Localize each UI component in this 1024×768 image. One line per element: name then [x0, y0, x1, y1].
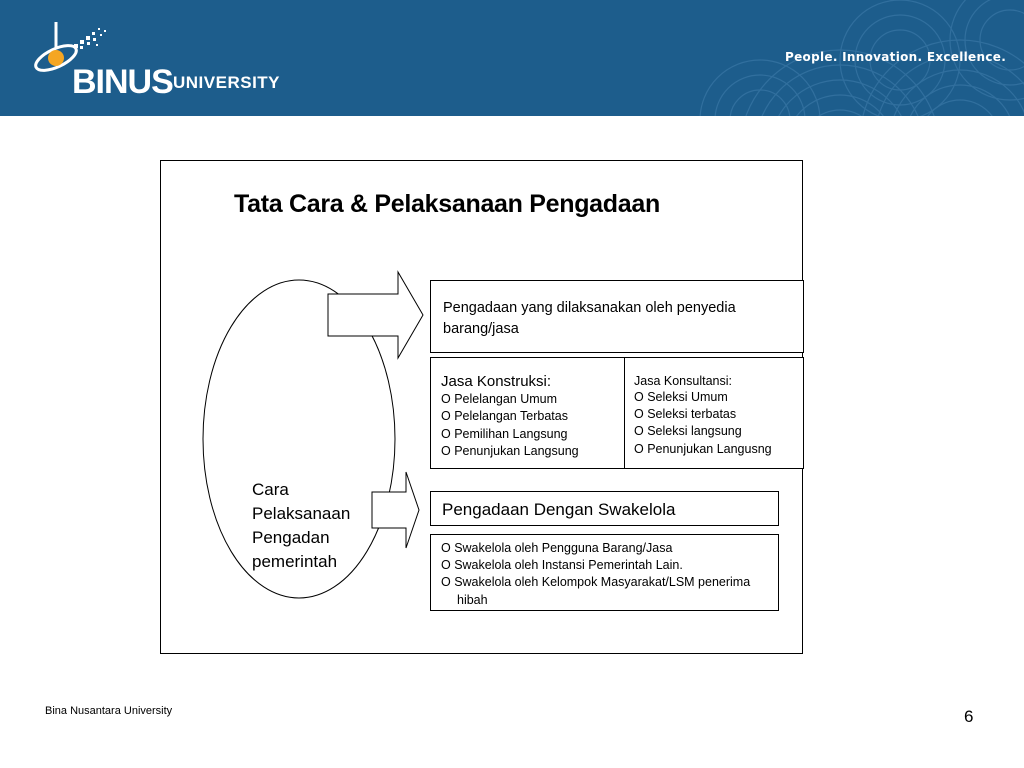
center-label-line: Pelaksanaan	[252, 504, 351, 523]
jasa-konstruksi-box	[430, 357, 625, 469]
list-item: O Pelelangan Terbatas	[441, 409, 568, 424]
list-item: O Swakelola oleh Pengguna Barang/Jasa	[441, 541, 673, 555]
tagline: People. Innovation. Excellence.	[785, 50, 1007, 64]
penyedia-heading: Pengadaan yang dilaksanakan oleh penyedia barang/jasa	[443, 300, 736, 337]
swakelola-box	[430, 491, 779, 526]
list-item: O Penunjukan Langsung	[441, 444, 579, 459]
top-arrow	[328, 272, 423, 358]
jasa-konsultansi-list	[634, 389, 772, 458]
center-label-line: Pengadan	[252, 528, 330, 547]
list-item: O Swakelola oleh Kelompok Masyarakat/LSM penerima	[441, 575, 751, 590]
list-item: hibah	[457, 592, 488, 607]
list-item: O Seleksi terbatas	[634, 407, 737, 422]
jasa-konsultansi-heading: Jasa Konsultansi:	[634, 374, 732, 388]
bottom-arrow	[372, 472, 419, 548]
jasa-konsultansi-box	[624, 357, 804, 469]
brand-suffix: UNIVERSITY	[173, 73, 281, 92]
list-item: O Penunjukan Langusng	[634, 441, 772, 456]
penyedia-box	[430, 280, 804, 353]
center-label	[252, 478, 350, 574]
center-label-line: pemerintah	[252, 552, 338, 571]
list-item: O Pelelangan Umum	[441, 392, 558, 406]
list-item: O Pemilihan Langsung	[441, 426, 568, 441]
page-number: 6	[964, 707, 974, 726]
list-item: O Seleksi langsung	[634, 424, 742, 439]
jasa-konstruksi-list	[441, 391, 579, 461]
swakelola-list-box	[430, 534, 779, 611]
list-item: O Seleksi Umum	[634, 390, 728, 404]
center-label-line: Cara	[252, 480, 289, 499]
brand-name: BINUS	[72, 63, 173, 101]
slide-title: Tata Cara & Pelaksanaan Pengadaan	[234, 190, 660, 218]
list-item: O Swakelola oleh Instansi Pemerintah Lain.	[441, 558, 683, 573]
jasa-konstruksi-heading: Jasa Konstruksi:	[441, 373, 552, 390]
swakelola-heading: Pengadaan Dengan Swakelola	[442, 500, 676, 519]
swakelola-list	[441, 540, 801, 609]
footer-institution: Bina Nusantara University	[45, 705, 173, 717]
